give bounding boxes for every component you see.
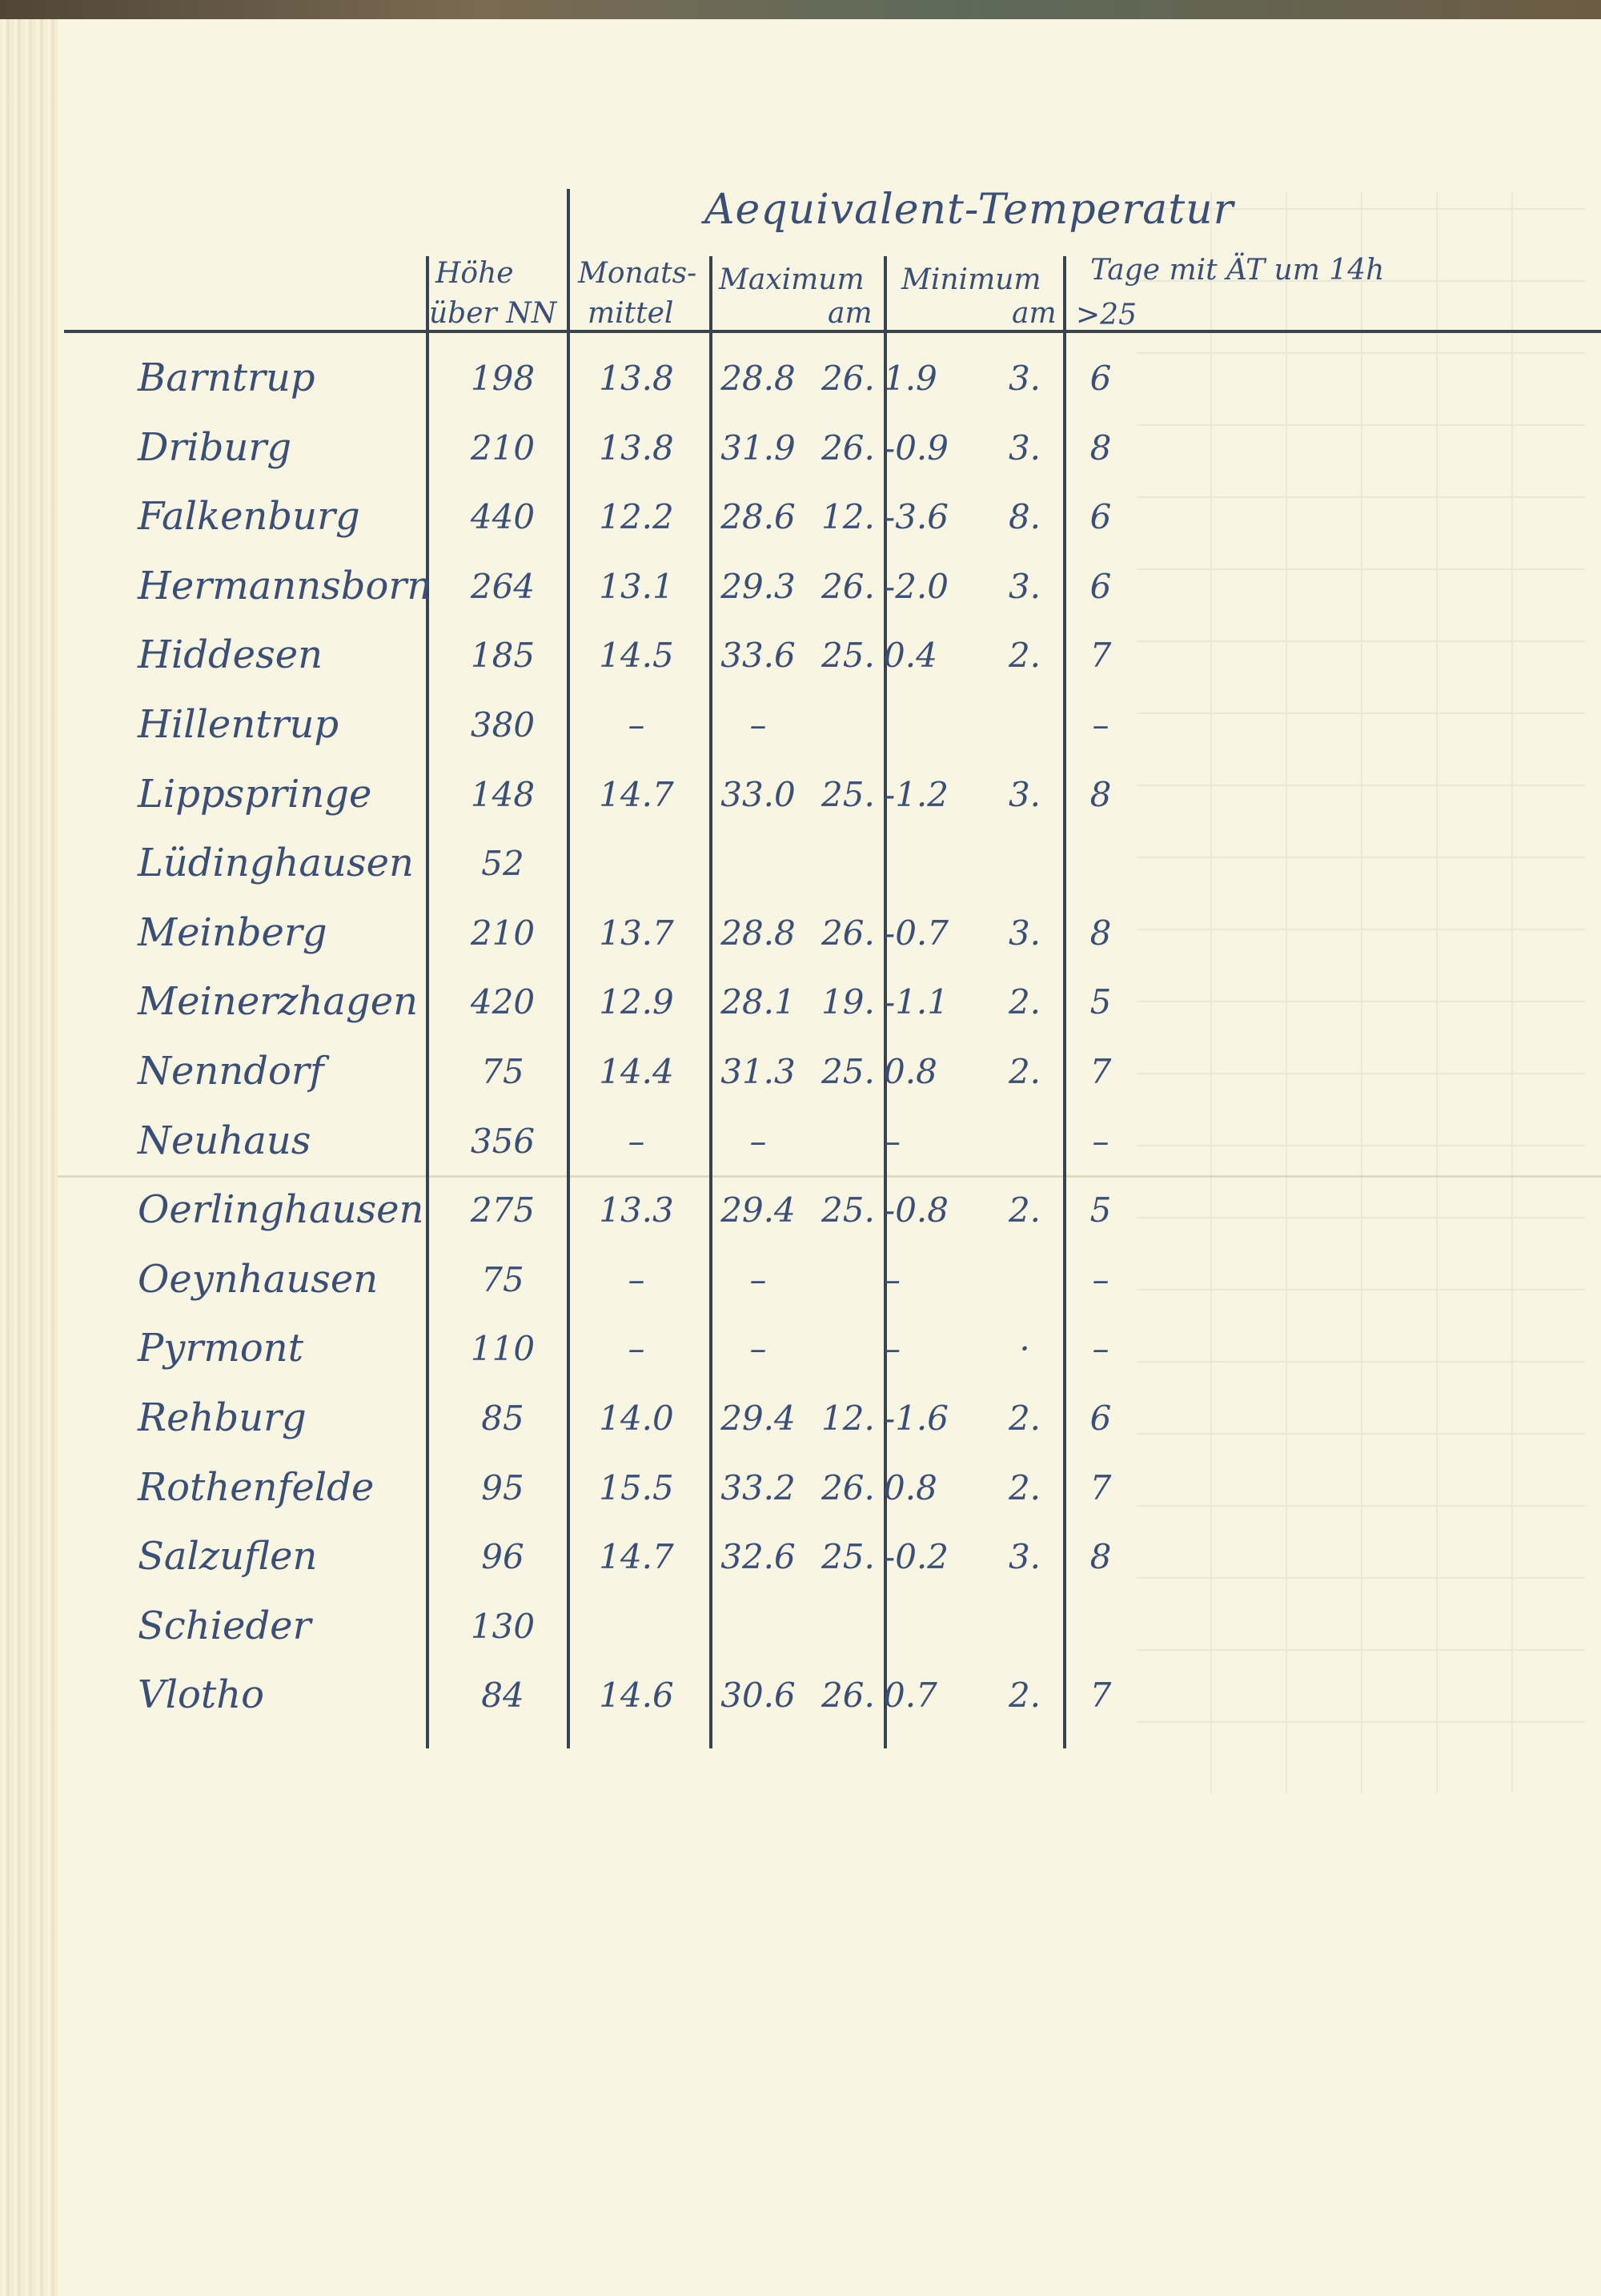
cell-max-am: 26. — [821, 913, 875, 953]
cell-max-am: 12. — [821, 497, 875, 536]
cell-min: – — [884, 1260, 901, 1299]
cell-max: 28.1 — [720, 982, 796, 1022]
cell-min: 1.9 — [884, 359, 937, 398]
cell-min: 0.4 — [884, 636, 937, 675]
cell-max: 33.0 — [720, 775, 796, 814]
cell-name: Meinerzhagen — [138, 979, 419, 1024]
cell-min-am: 3. — [1008, 359, 1041, 398]
header-mittel-line2: mittel — [588, 297, 674, 330]
cell-min: -3.6 — [884, 497, 949, 536]
cell-name: Rehburg — [138, 1395, 307, 1440]
cell-min-am: 3. — [1008, 913, 1041, 953]
header-minimum-am: am — [1012, 297, 1057, 330]
cell-name: Neuhaus — [138, 1118, 311, 1163]
cell-min: -1.1 — [884, 982, 949, 1022]
cell-hoehe: 264 — [470, 567, 536, 606]
page-stack-edge — [0, 19, 58, 2296]
cell-max: – — [749, 1260, 767, 1299]
cell-name: Hiddesen — [138, 632, 323, 677]
cell-min: -1.6 — [884, 1399, 949, 1438]
cell-mittel: 14.7 — [599, 1537, 674, 1576]
header-maximum: Maximum — [719, 263, 865, 296]
cell-name: Falkenburg — [138, 494, 360, 539]
cell-max-am: 25. — [821, 775, 875, 814]
cell-mittel: – — [628, 1329, 645, 1368]
cell-max: – — [749, 705, 767, 745]
cell-tage: 7 — [1089, 1676, 1112, 1715]
cell-mittel: 14.4 — [599, 1052, 674, 1091]
cell-mittel: 13.8 — [599, 359, 674, 398]
cell-max: 31.9 — [720, 428, 796, 468]
cell-name: Hillentrup — [138, 702, 339, 747]
cell-hoehe: 210 — [470, 913, 536, 953]
cell-min-am: 3. — [1008, 428, 1041, 468]
header-hoehe-line2: über NN — [429, 297, 557, 330]
cell-min: – — [884, 1122, 901, 1161]
cell-max: 28.6 — [720, 497, 796, 536]
cell-hoehe: 75 — [481, 1052, 524, 1091]
header-mittel-line1: Monats- — [578, 257, 697, 290]
cell-max-am: 26. — [821, 428, 875, 468]
cell-tage: 7 — [1089, 1052, 1112, 1091]
cell-max: 28.8 — [720, 913, 796, 953]
cell-min: -2.0 — [884, 567, 949, 606]
cell-max: 31.3 — [720, 1052, 796, 1091]
header-hoehe-line1: Höhe — [435, 257, 514, 290]
cell-tage: 8 — [1089, 913, 1112, 953]
cell-name: Hermannsborn — [138, 564, 432, 608]
book-edge — [0, 0, 1601, 21]
cell-tage: 7 — [1089, 1468, 1112, 1507]
cell-hoehe: 52 — [481, 844, 524, 883]
cell-tage: – — [1092, 1329, 1109, 1368]
cell-name: Salzuflen — [138, 1534, 318, 1579]
cell-tage: 6 — [1089, 359, 1112, 398]
cell-tage: 6 — [1089, 567, 1112, 606]
cell-max-am: 26. — [821, 567, 875, 606]
cell-max-am: 26. — [821, 1676, 875, 1715]
cell-max-am: 25. — [821, 1190, 875, 1230]
cell-name: Oeynhausen — [138, 1257, 379, 1302]
cell-hoehe: 185 — [470, 636, 536, 675]
cell-max-am: 12. — [821, 1399, 875, 1438]
cell-name: Rothenfelde — [138, 1465, 375, 1510]
cell-name: Oerlinghausen — [138, 1187, 424, 1232]
cell-name: Vlotho — [138, 1672, 265, 1717]
table-title: Aequivalent-Temperatur — [704, 186, 1234, 234]
cell-max: 28.8 — [720, 359, 796, 398]
cell-min-am: 2. — [1008, 1190, 1041, 1230]
cell-tage: – — [1092, 705, 1109, 745]
cell-mittel: 14.7 — [599, 775, 674, 814]
cell-hoehe: 275 — [470, 1190, 536, 1230]
cell-mittel: 14.6 — [599, 1676, 674, 1715]
cell-hoehe: 356 — [470, 1122, 536, 1161]
cell-hoehe: 75 — [481, 1260, 524, 1299]
rule-after-hoehe — [567, 189, 570, 1748]
cell-tage: 5 — [1089, 1190, 1112, 1230]
cell-tage: 8 — [1089, 775, 1112, 814]
cell-min: -0.8 — [884, 1190, 949, 1230]
cell-tage: 5 — [1089, 982, 1112, 1022]
cell-max-am: 19. — [821, 982, 875, 1022]
cell-hoehe: 380 — [470, 705, 536, 745]
cell-min: 0.8 — [884, 1052, 937, 1091]
cell-tage: – — [1092, 1122, 1109, 1161]
cell-name: Meinberg — [138, 910, 327, 955]
cell-max: 29.4 — [720, 1190, 796, 1230]
cell-name: Nenndorf — [138, 1049, 324, 1094]
cell-hoehe: 148 — [470, 775, 536, 814]
cell-min-am: 8. — [1008, 497, 1041, 536]
cell-hoehe: 85 — [481, 1399, 524, 1438]
cell-min: – — [884, 1329, 901, 1368]
cell-name: Driburg — [138, 425, 292, 470]
cell-min: 0.8 — [884, 1468, 937, 1507]
cell-min: -0.9 — [884, 428, 949, 468]
cell-hoehe: 130 — [470, 1607, 536, 1646]
cell-min-am: 2. — [1008, 1468, 1041, 1507]
cell-tage: 8 — [1089, 1537, 1112, 1576]
cell-tage: 6 — [1089, 1399, 1112, 1438]
cell-max-am: 25. — [821, 636, 875, 675]
cell-max: 32.6 — [720, 1537, 796, 1576]
cell-min-am: 3. — [1008, 1537, 1041, 1576]
header-maximum-am: am — [828, 297, 873, 330]
cell-mittel: 12.9 — [599, 982, 674, 1022]
cell-mittel: 12.2 — [599, 497, 674, 536]
cell-mittel: 13.8 — [599, 428, 674, 468]
cell-mittel: 14.0 — [599, 1399, 674, 1438]
cell-hoehe: 110 — [470, 1329, 536, 1368]
cell-tage: – — [1092, 1260, 1109, 1299]
cell-hoehe: 440 — [470, 497, 536, 536]
cell-max: – — [749, 1122, 767, 1161]
cell-max: 29.4 — [720, 1399, 796, 1438]
cell-hoehe: 95 — [481, 1468, 524, 1507]
cell-max-am: 26. — [821, 359, 875, 398]
cell-mittel: – — [628, 705, 645, 745]
cell-tage: 7 — [1089, 636, 1112, 675]
cell-max: 29.3 — [720, 567, 796, 606]
cell-mittel: 13.3 — [599, 1190, 674, 1230]
cell-mittel: 14.5 — [599, 636, 674, 675]
rule-after-mittel — [709, 256, 712, 1748]
cell-min: 0.7 — [884, 1676, 937, 1715]
cell-hoehe: 96 — [481, 1537, 524, 1576]
cell-tage: 6 — [1089, 497, 1112, 536]
cell-max: – — [749, 1329, 767, 1368]
cell-name: Lüdinghausen — [138, 841, 414, 885]
rule-after-names — [426, 256, 429, 1748]
cell-min-am: 2. — [1008, 982, 1041, 1022]
cell-min-am: · — [1019, 1329, 1030, 1368]
cell-mittel: 15.5 — [599, 1468, 674, 1507]
cell-min-am: 2. — [1008, 1676, 1041, 1715]
cell-min-am: 2. — [1008, 636, 1041, 675]
cell-mittel: – — [628, 1122, 645, 1161]
cell-min-am: 2. — [1008, 1052, 1041, 1091]
header-rule — [64, 330, 1601, 333]
cell-max: 33.6 — [720, 636, 796, 675]
page-fold — [58, 1175, 1601, 1178]
header-tage-threshold: >25 — [1076, 299, 1137, 331]
cell-mittel: 13.7 — [599, 913, 674, 953]
cell-min-am: 2. — [1008, 1399, 1041, 1438]
cell-max-am: 25. — [821, 1052, 875, 1091]
cell-name: Lippspringe — [138, 772, 372, 817]
cell-hoehe: 198 — [470, 359, 536, 398]
cell-tage: 8 — [1089, 428, 1112, 468]
cell-min: -0.2 — [884, 1537, 949, 1576]
bleed-through-grid — [1137, 192, 1585, 1793]
cell-hoehe: 210 — [470, 428, 536, 468]
cell-max-am: 26. — [821, 1468, 875, 1507]
cell-max: 30.6 — [720, 1676, 796, 1715]
cell-max: 33.2 — [720, 1468, 796, 1507]
cell-mittel: 13.1 — [599, 567, 674, 606]
cell-min-am: 3. — [1008, 567, 1041, 606]
cell-name: Pyrmont — [138, 1326, 303, 1371]
cell-hoehe: 420 — [470, 982, 536, 1022]
cell-min-am: 3. — [1008, 775, 1041, 814]
header-minimum: Minimum — [901, 263, 1041, 296]
cell-max-am: 25. — [821, 1537, 875, 1576]
cell-min: -0.7 — [884, 913, 949, 953]
cell-name: Barntrup — [138, 355, 315, 400]
header-tage: Tage mit ÄT um 14h — [1090, 254, 1385, 287]
cell-hoehe: 84 — [481, 1676, 524, 1715]
cell-name: Schieder — [138, 1604, 311, 1648]
cell-min: -1.2 — [884, 775, 949, 814]
cell-mittel: – — [628, 1260, 645, 1299]
